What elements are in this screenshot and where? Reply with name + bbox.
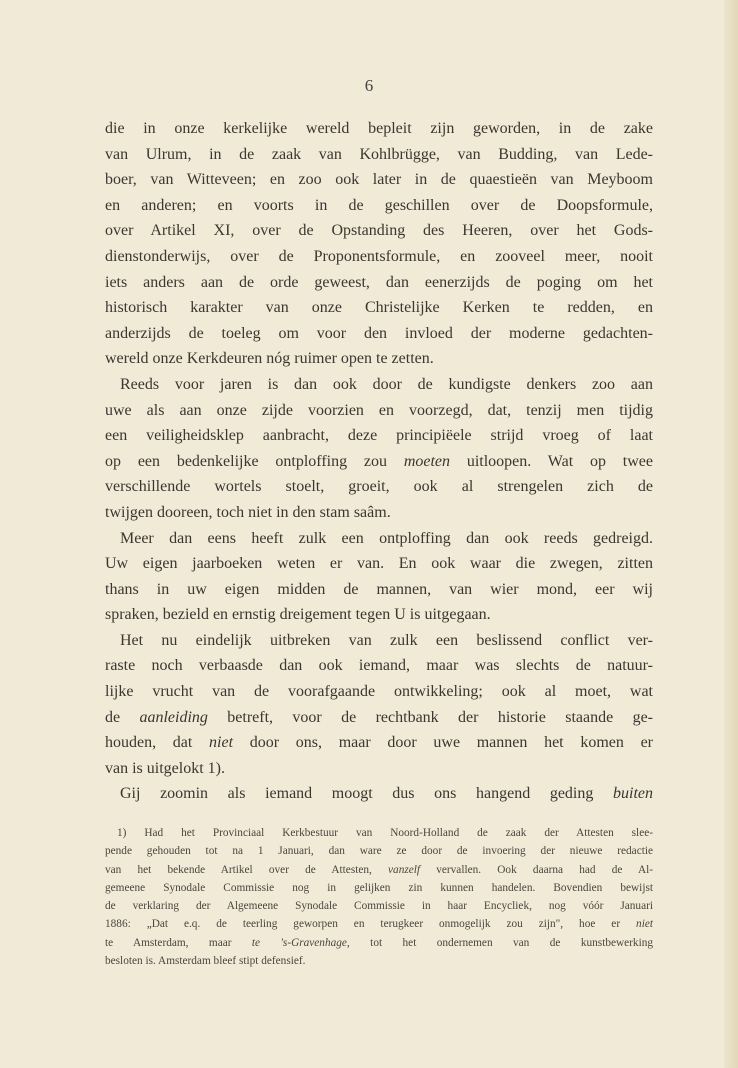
text-line: iets anders aan de orde geweest, dan eenerzijds de poging om het (105, 273, 653, 291)
footnote-line: pende gehouden tot na 1 Januari, dan ware ze door de invoering der nieuwe redactie (105, 845, 653, 858)
emphasis-niet: niet (209, 734, 234, 752)
text-line: een veiligheidsklep aanbracht, deze principiëele strijd vroeg of laat (105, 427, 653, 445)
paragraph-start-line: Reeds voor jaren is dan ook door de kundigste denkers zoo aan (120, 375, 653, 393)
paragraph-start-line: Gij zoomin als iemand moogt dus ons hangend geding buiten (120, 785, 653, 803)
footnote-line: van het bekende Artikel over de Attesten, vanzelf vervallen. Ook daarna had de Al- (105, 863, 654, 876)
text-line: op een bedenkelijke ontploffing zou moeten uitloopen. Wat op twee (105, 452, 654, 470)
footnote-line: 1886: „Dat e.q. de teerling geworpen en terugkeer onmogelijk zou zijn", hoe er niet (105, 918, 653, 931)
page-edge (724, 0, 738, 1068)
text-line: Uw eigen jaarboeken weten er van. En ook waar die zwegen, zitten (105, 555, 653, 573)
paragraph-start-line: Meer dan eens heeft zulk een ontploffing dan ook reeds gedreigd. (120, 529, 653, 547)
text-line: boer, van Witteveen; en zoo ook later in de quaestieën van Meyboom (105, 171, 653, 189)
body-text (105, 116, 653, 807)
text-line: raste noch verbaasde dan ook iemand, maar was slechts de natuur- (105, 657, 653, 675)
footnote-block (105, 824, 653, 970)
page-number: 6 (364, 76, 374, 95)
text-line: spraken, bezield en ernstig dreigement tegen U is uitgegaan. (105, 606, 491, 624)
text-line: die in onze kerkelijke wereld bepleit zijn geworden, in de zake (105, 120, 653, 137)
text-line: verschillende wortels stoelt, groeit, ook al strengelen zich de (105, 478, 653, 496)
emphasis-niet-footnote: niet (636, 918, 653, 931)
text-line: twijgen dooreen, toch niet in den stam saâm. (105, 503, 391, 521)
footnote-line: gemeene Synodale Commissie nog in gelijken zin kunnen handelen. Bovendien bewijst (105, 881, 653, 894)
text-line: anderzijds de toeleg om voor den invloed der moderne gedachten- (105, 324, 653, 342)
footnote-line: 1) Had het Provinciaal Kerkbestuur van Noord-Holland de zaak der Attesten slee- (117, 827, 653, 839)
emphasis-moeten: moeten (403, 452, 451, 470)
text-line: houden, dat niet door ons, maar door uwe mannen het komen er (105, 734, 653, 752)
text-line: de aanleiding betreft, voor de rechtbank der historie staande ge- (105, 708, 653, 726)
text-line: wereld onze Kerkdeuren nóg ruimer open te zetten. (105, 350, 434, 368)
text-line: van Ulrum, in de zaak van Kohlbrügge, van Budding, van Lede- (105, 145, 653, 163)
emphasis-buiten: buiten (613, 785, 653, 803)
footnote-reference-line: van is uitgelokt 1). (105, 759, 225, 777)
emphasis-gravenhage: te 's-Gravenhage, (251, 936, 350, 949)
text-line: lijke vrucht van de voorafgaande ontwikkeling; ook al moet, wat (105, 683, 653, 701)
footnote-line: de verklaring der Algemeene Synodale Commissie in haar Encycliek, nog vóór Januari (105, 900, 653, 913)
footnote-line: besloten is. Amsterdam bleef stipt defensief. (105, 955, 306, 968)
emphasis-vanzelf: vanzelf (388, 863, 421, 876)
emphasis-aanleiding: aanleiding (139, 708, 208, 726)
text-line: en anderen; en voorts in de geschillen over de Doopsformule, (105, 196, 653, 214)
text-line: thans in uw eigen midden de mannen, van wier mond, eer wij (105, 580, 653, 598)
paragraph-start-line: Het nu eindelijk uitbreken van zulk een beslissend conflict ver- (120, 631, 653, 649)
text-line: uwe als aan onze zijde voorzien en voorzegd, dat, tenzij men tijdig (105, 401, 653, 419)
footnote-line: te Amsterdam, maar te 's-Gravenhage, tot het ondernemen van de kunstbewerking (105, 936, 654, 949)
text-line: dienstonderwijs, over de Proponentsformule, en zooveel meer, nooit (105, 247, 653, 265)
text-line: over Artikel XI, over de Opstanding des Heeren, over het Gods- (105, 222, 653, 240)
text-line: historisch karakter van onze Christelijke Kerken te redden, en (105, 299, 653, 317)
